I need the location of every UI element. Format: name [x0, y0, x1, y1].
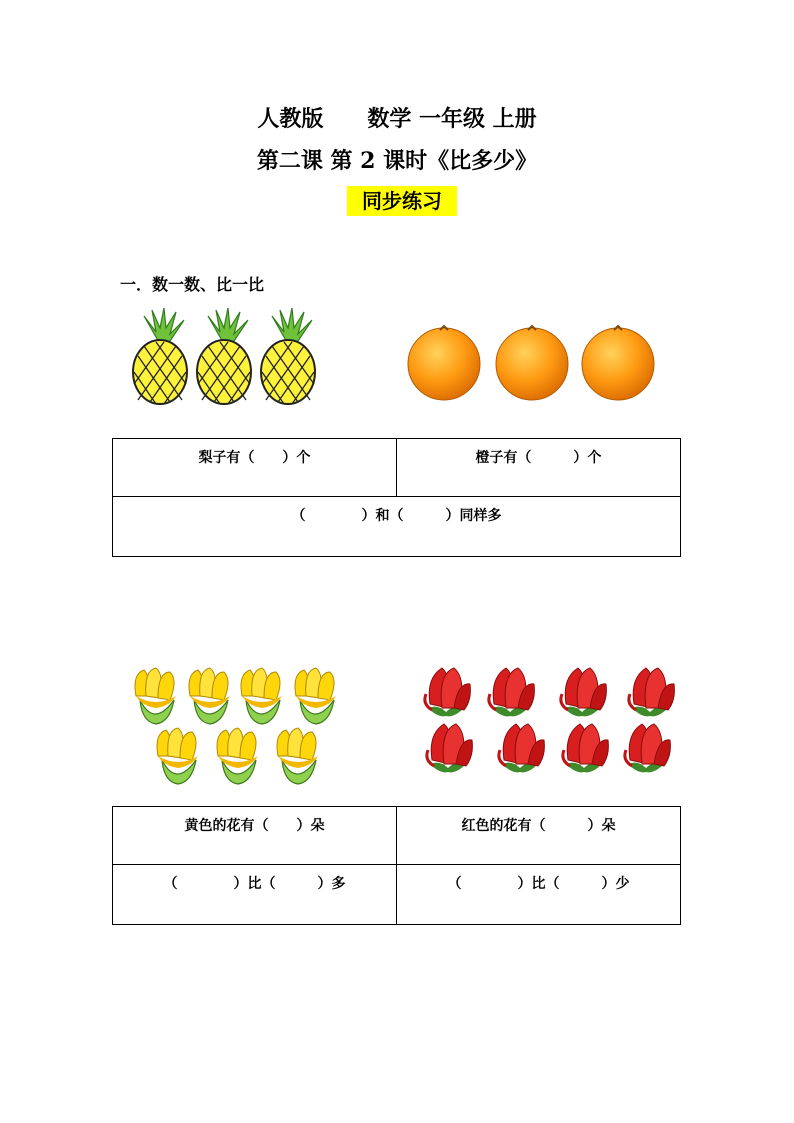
- practice-badge-label: 同步练习: [362, 189, 442, 213]
- yellow-flower-icon: [295, 668, 336, 724]
- yellow-count-cell[interactable]: 黄色的花有（ ）朵: [113, 807, 397, 865]
- orange-group: [404, 324, 660, 404]
- red-flower-icon: [425, 668, 471, 716]
- more-compare-cell[interactable]: （ ）比（ ）多: [113, 865, 397, 925]
- fruit-table: [112, 438, 681, 557]
- title-line-1: 人教版 数学 一年级 上册: [257, 106, 537, 132]
- yellow-flower-icon: [157, 728, 198, 784]
- pineapple-icon: [197, 308, 251, 404]
- red-flower-icon: [427, 724, 473, 772]
- yellow-flower-icon: [217, 728, 258, 784]
- pineapple-icon: [261, 308, 315, 404]
- red-flower-icon: [625, 724, 671, 772]
- red-flower-icon: [629, 668, 675, 716]
- red-count-cell[interactable]: 红色的花有（ ）朵: [397, 807, 681, 865]
- pear-count-cell[interactable]: 梨子有（ ）个: [113, 439, 397, 497]
- red-flower-icon: [563, 724, 609, 772]
- practice-badge: [347, 186, 457, 216]
- red-flower-group: [420, 662, 692, 778]
- red-flower-icon: [489, 668, 535, 716]
- red-flower-icon: [499, 724, 545, 772]
- orange-icon: [408, 326, 480, 400]
- title-line-2: 第二课 第 2 课时《比多少》: [256, 148, 538, 174]
- orange-icon: [582, 326, 654, 400]
- orange-icon: [496, 326, 568, 400]
- red-flower-icon: [561, 668, 607, 716]
- section-heading: 一．数一数、比一比: [120, 275, 265, 294]
- orange-count-cell[interactable]: 橙子有（ ）个: [396, 439, 680, 497]
- yellow-flower-icon: [277, 728, 318, 784]
- pineapple-group: [126, 306, 322, 406]
- yellow-flower-group: [126, 666, 348, 790]
- yellow-flower-icon: [189, 668, 230, 724]
- pineapple-icon: [133, 308, 187, 404]
- flower-table: [112, 806, 681, 925]
- less-compare-cell[interactable]: （ ）比（ ）少: [397, 865, 681, 925]
- same-count-cell[interactable]: （ ）和（ ）同样多: [113, 497, 681, 557]
- yellow-flower-icon: [241, 668, 282, 724]
- yellow-flower-icon: [135, 668, 176, 724]
